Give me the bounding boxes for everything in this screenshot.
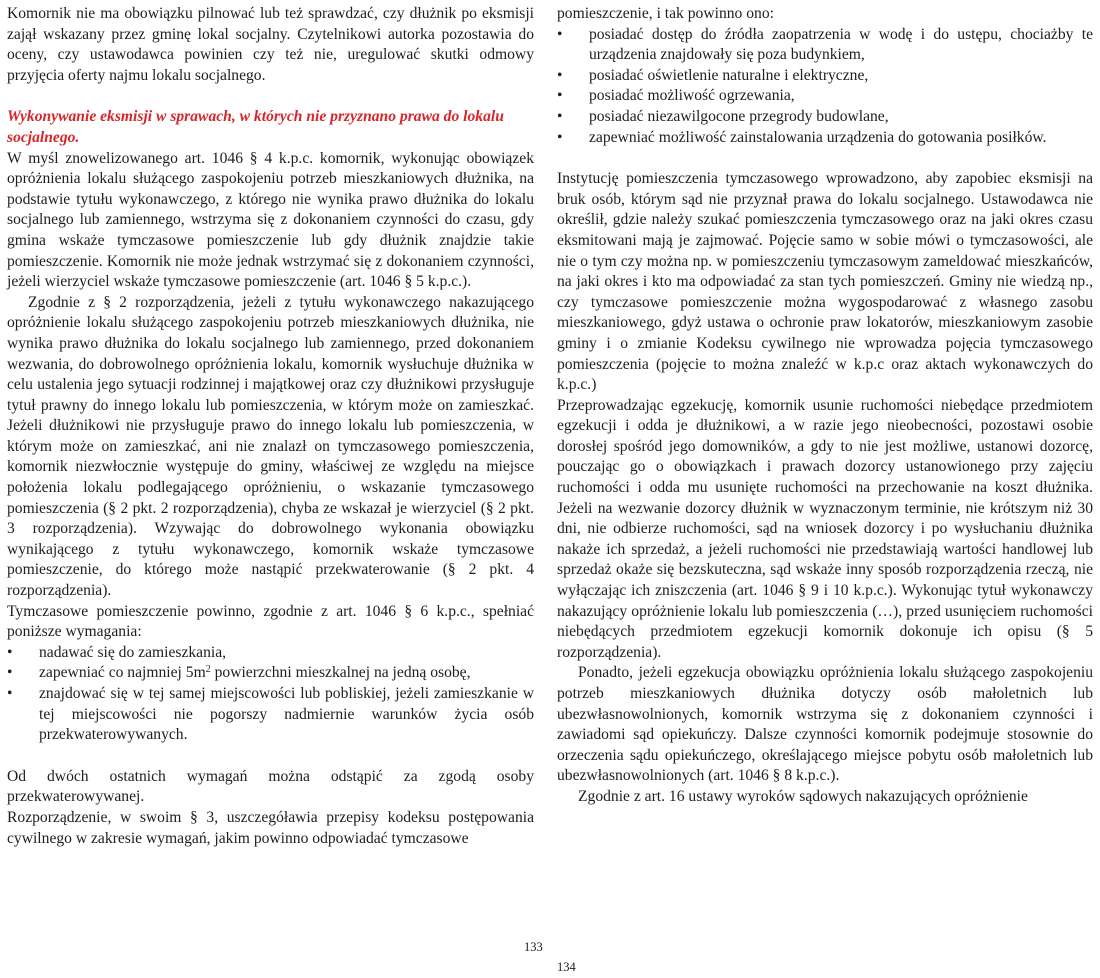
- conditions-list: [557, 25, 1093, 149]
- paragraph-odstapic: Od dwóch ostatnich wymagań można odstąpić za zgodą osoby przekwaterowywanej.: [7, 767, 534, 806]
- list-item-text: nadawać się do zamieszkania,: [39, 643, 227, 661]
- paragraph-art-16: Zgodnie z art. 16 ustawy wyroków sądowych nakazujących opróżnienie: [578, 787, 1028, 805]
- page-number: 134: [557, 960, 576, 974]
- spacer: [7, 746, 534, 767]
- list-item: [557, 86, 1093, 107]
- paragraph-paragraf-3: Rozporządzenie, w swoim § 3, uszczegóławia przepisy kodeksu postępowania cywilnego w zakresie wymagań, jakim powinno odpowiadać tymczasowe: [7, 808, 534, 847]
- page-number: 133: [524, 940, 543, 954]
- list-item-text: posiadać oświetlenie naturalne i elektryczne,: [589, 66, 869, 84]
- list-item: [7, 663, 534, 684]
- bullet-icon: •: [557, 87, 563, 105]
- requirements-list: [7, 643, 534, 746]
- bullet-icon: •: [557, 128, 563, 146]
- left-column: [7, 4, 534, 849]
- paragraph-wymagania: Tymczasowe pomieszczenie powinno, zgodnie z art. 1046 § 6 k.p.c., spełniać poniższe wymagania:: [7, 602, 534, 641]
- spacer: [557, 148, 1093, 169]
- bullet-icon: •: [7, 664, 13, 682]
- paragraph-ponadto: Ponadto, jeżeli egzekucja obowiązku opróżnienia lokalu służącego zaspokojeniu potrzeb mieszkaniowych dłużnika dotyczy osób małoletnich lub ubezwłasnowolnionych, komornik wstrzyma się z dokonaniem czynności i zawiadomi sąd opiekuńczy. Dalsze czynności komornik podejmuje stosownie do orzeczenia sądu opiekuńczego, określającego miejsce pobytu osób małoletnich lub ubezwłasnowolnionych (art. 1046 § 8 k.p.c.).: [557, 664, 1093, 785]
- right-column: [557, 4, 1093, 808]
- list-item: [7, 684, 534, 746]
- paragraph-rozporzadzenie: Zgodnie z § 2 rozporządzenia, jeżeli z tytułu wykonawczego nakazującego opróżnienie lokalu służącego zaspokojeniu potrzeb mieszkaniowych dłużnika, nie wynika prawo dłużnika do lokalu socjalnego lub zamiennego, przed dokonaniem wezwania, do dobrowolnego opróżnienia lokalu, komornik wysłuchuje dłużnika w celu ustalenia jego sytuacji rodzinnej i majątkowej oraz czy dłużnikowi przysługuje tytuł prawny do innego lokalu lub pomieszczenia, w którym może on zamieszkać. Jeżeli dłużnikowi nie przysługuje prawo do innego lokalu lub pomieszczenia, w którym może on zamieszkać, ani nie znalazł on tymczasowego pomieszczenia, komornik niezwłocznie występuje do gminy, właściwej ze względu na miejsce położenia lokalu podlegającego opróżnieniu, o wskazanie tymczasowego pomieszczenia (§ 2 pkt. 2 rozporządzenia), chyba ze wskazał je wierzyciel (§ 2 pkt. 3 rozporządzenia). Wzywając do dobrowolnego wykonania obowiązku wynikającego z tytułu wykonawczego, komornik wskaże tymczasowe pomieszczenie, do którego może nastąpić przekwaterowanie (§ 2 pkt. 4 rozporządzenia).: [7, 293, 534, 600]
- spacer: [7, 86, 534, 107]
- bullet-icon: •: [557, 107, 563, 125]
- bullet-icon: •: [7, 685, 13, 702]
- list-item-text: posiadać niezawilgocone przegrody budowlane,: [589, 107, 889, 125]
- list-item: [557, 66, 1093, 87]
- list-item: [557, 25, 1093, 66]
- list-item-text: zapewniać co najmniej 5m: [39, 664, 206, 682]
- paragraph-instytucja: Instytucję pomieszczenia tymczasowego wprowadzono, aby zapobiec eksmisji na bruk osób, którym sąd nie przyznał prawa do lokalu socjalnego. Ustawodawca nie określił, gdzie należy szukać pomieszczenia tymczasowego oraz na jaki okres czasu eksmitowani mają je zajmować. Pojęcie samo w sobie mówi o tymczasowości, ale nie o tym czy można np. w pomieszczeniu tymczasowym zameldować mieszkańców, na jaki okres i kto ma odpowiadać za stan tych pomieszczeń. Gminy nie wiedzą np., czy tymczasowe pomieszczenie można wygospodarować z własnego zasobu mieszkaniowego, gdyż ustawa o ochronie praw lokatorów, mieszkaniowym zasobie gminy i o zmianie Kodeksu cywilnego nie wprowadza pojęcia tymczasowego pomieszczenia (pojęcie to można znaleźć w k.p.c oraz aktach wykonawczych do k.p.c.): [557, 170, 1093, 394]
- bullet-icon: •: [7, 643, 13, 661]
- list-item-text: powierzchni mieszkalnej na jedną osobę,: [210, 664, 471, 682]
- bullet-icon: •: [557, 66, 563, 84]
- section-heading: Wykonywanie eksmisji w sprawach, w których nie przyznano prawa do lokalu socjalnego.: [7, 108, 504, 146]
- list-item: [557, 107, 1093, 128]
- paragraph-egzekucja: Przeprowadzając egzekucję, komornik usunie ruchomości niebędące przedmiotem egzekucji i odda je dłużnikowi, a w razie jego nieobecności, pozostawi osobie dorosłej spośród jego domowników, a gdy to nie jest możliwe, ustanowi dozorcę, pouczając go o obowiązkach i prawach dozorcy ustanowionego przy zajęciu ruchomości i odda mu usunięte ruchomości na przechowanie na koszt dłużnika. Jeżeli na wezwanie dozorcy dłużnik w wyznaczonym terminie, nie krótszym niż 30 dni, nie odbierze ruchomości, sąd na wniosek dozorcy i po wysłuchaniu dłużnika nakaże ich sprzedaż, a jeżeli ruchomości nie przedstawiają wartości handlowej lub sprzedaż okaże się bezskuteczna, sąd wskaże inny sposób rozporządzenia rzeczą, nie wyłączając ich zniszczenia (art. 1046 § 9 i 10 k.p.c.). Wykonując tytuł wykonawczy nakazujący opróżnienie lokalu lub pomieszczenia (…), przed usunięciem ruchomości niebędących przedmiotem egzekucji komornik dokonuje ich opisu (§ 5 rozporządzenia).: [557, 396, 1093, 661]
- list-item-text: znajdować się w tej samej miejscowości lub pobliskiej, jeżeli zamieszkanie w tej miejscowości nie pogorszy nadmiernie warunków życia osób przekwaterowywanych.: [39, 685, 534, 744]
- list-item: [557, 128, 1093, 149]
- paragraph-continuation: pomieszczenie, i tak powinno ono:: [557, 5, 774, 22]
- superscript: 2: [205, 664, 211, 676]
- list-item-text: posiadać dostęp do źródła zaopatrzenia w wodę i do ustępu, chociażby te urządzenia znajdowały się poza budynkiem,: [589, 25, 1093, 64]
- list-item-text: zapewniać możliwość zainstalowania urządzenia do gotowania posiłków.: [589, 128, 1047, 146]
- paragraph-art-1046: W myśl znowelizowanego art. 1046 § 4 k.p.c. komornik, wykonując obowiązek opróżnienia lokalu służącego zaspokojeniu potrzeb mieszkaniowych dłużnika, na podstawie tytułu wykonawczego, z którego nie wynika prawo dłużnika do lokalu socjalnego lub zamiennego, wstrzyma się z dokonaniem czynności do czasu, gdy gmina wskaże tymczasowe pomieszczenie lub gdy dłużnik znajdzie takie pomieszczenie. Komornik nie może jednak wstrzymać się z dokonaniem czynności, jeżeli wierzyciel wskaże tymczasowe pomieszczenie (art. 1046 § 5 k.p.c.).: [7, 149, 534, 291]
- list-item-text: posiadać możliwość ogrzewania,: [589, 87, 795, 105]
- list-item: [7, 643, 534, 664]
- paragraph-intro: Komornik nie ma obowiązku pilnować lub też sprawdzać, czy dłużnik po eksmisji zajął wskazany przez gminę lokal socjalny. Czytelnikowi autorka pozostawia do oceny, czy ustawodawca powinien czy też nie, uregulować skutki odmowy przyjęcia oferty najmu lokalu socjalnego.: [7, 5, 534, 84]
- bullet-icon: •: [557, 25, 563, 43]
